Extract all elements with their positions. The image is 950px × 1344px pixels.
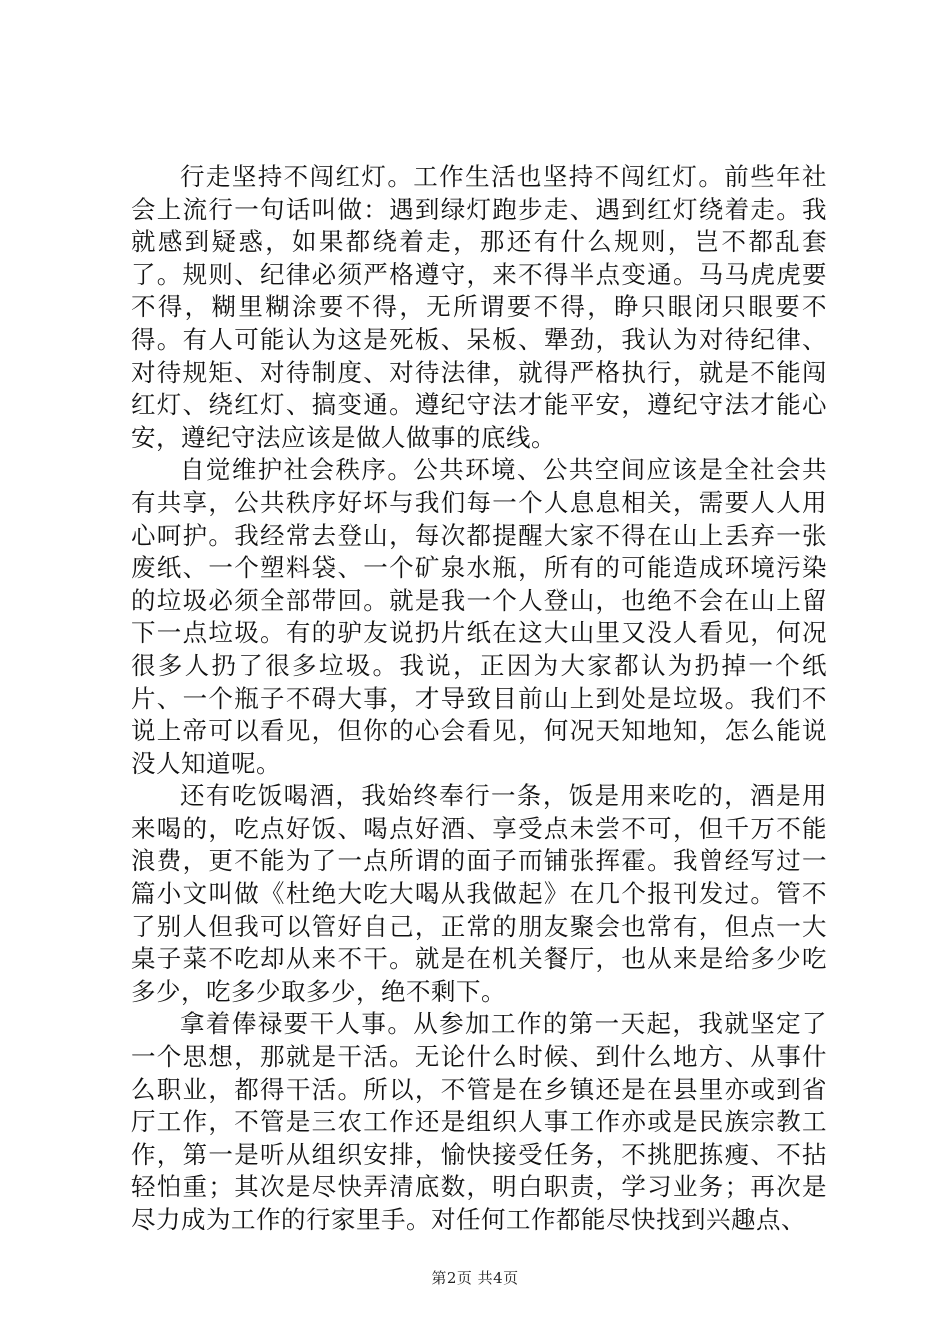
paragraph-dining: 还有吃饭喝酒，我始终奉行一条，饭是用来吃的，酒是用来喝的，吃点好饭、喝点好酒、享受点未尝不可，但千万不能浪费，更不能为了一点所谓的面子而铺张挥霍。我曾经写过一篇小文叫做《杜绝大吃大喝从我做起》在几个报刊发过。管不了别人但我可以管好自己，正常的朋友聚会也常有，但点一大桌子菜不吃却从来不干。就是在机关餐厅，也从来是给多少吃多少，吃多少取多少，绝不剩下。 bbox=[131, 781, 827, 1006]
paragraph-red-light: 行走坚持不闯红灯。工作生活也坚持不闯红灯。前些年社会上流行一句话叫做：遇到绿灯跑步走、遇到红灯绕着走。我就感到疑惑，如果都绕着走，那还有什么规则，岂不都乱套了。规则、纪律必须严格遵守，来不得半点变通。马马虎虎要不得，糊里糊涂要不得，无所谓要不得，睁只眼闭只眼要不得。有人可能认为这是死板、呆板、犟劲，我认为对待纪律、对待规矩、对待制度、对待法律，就得严格执行，就是不能闯红灯、绕红灯、搞变通。遵纪守法才能平安，遵纪守法才能心安，遵纪守法应该是做人做事的底线。 bbox=[131, 162, 827, 452]
document-body bbox=[131, 161, 827, 1237]
paragraph-work-ethic: 拿着俸禄要干人事。从参加工作的第一天起，我就坚定了一个思想，那就是干活。无论什么时候、到什么地方、从事什么职业，都得干活。所以，不管是在乡镇还是在县里亦或到省厅工作，不管是三农工作还是组织人事工作亦或是民族宗教工作，第一是听从组织安排，愉快接受任务，不挑肥拣瘦、不拈轻怕重；其次是尽快弄清底数，明白职责，学习业务；再次是尽力成为工作的行家里手。对任何工作都能尽快找到兴趣点、 bbox=[131, 1009, 827, 1234]
paragraph-public-order: 自觉维护社会秩序。公共环境、公共空间应该是全社会共有共享，公共秩序好坏与我们每一个人息息相关，需要人人用心呵护。我经常去登山，每次都提醒大家不得在山上丢弃一张废纸、一个塑料袋、一个矿泉水瓶，所有的可能造成环境污染的垃圾必须全部带回。就是我一个人登山，也绝不会在山上留下一点垃圾。有的驴友说扔片纸在这大山里又没人看见，何况很多人扔了很多垃圾。我说，正因为大家都认为扔掉一个纸片、一个瓶子不碍大事，才导致目前山上到处是垃圾。我们不说上帝可以看见，但你的心会看见，何况天知地知，怎么能说没人知道呢。 bbox=[131, 455, 827, 778]
page-number-footer: 第2页 共4页 bbox=[431, 1269, 519, 1287]
